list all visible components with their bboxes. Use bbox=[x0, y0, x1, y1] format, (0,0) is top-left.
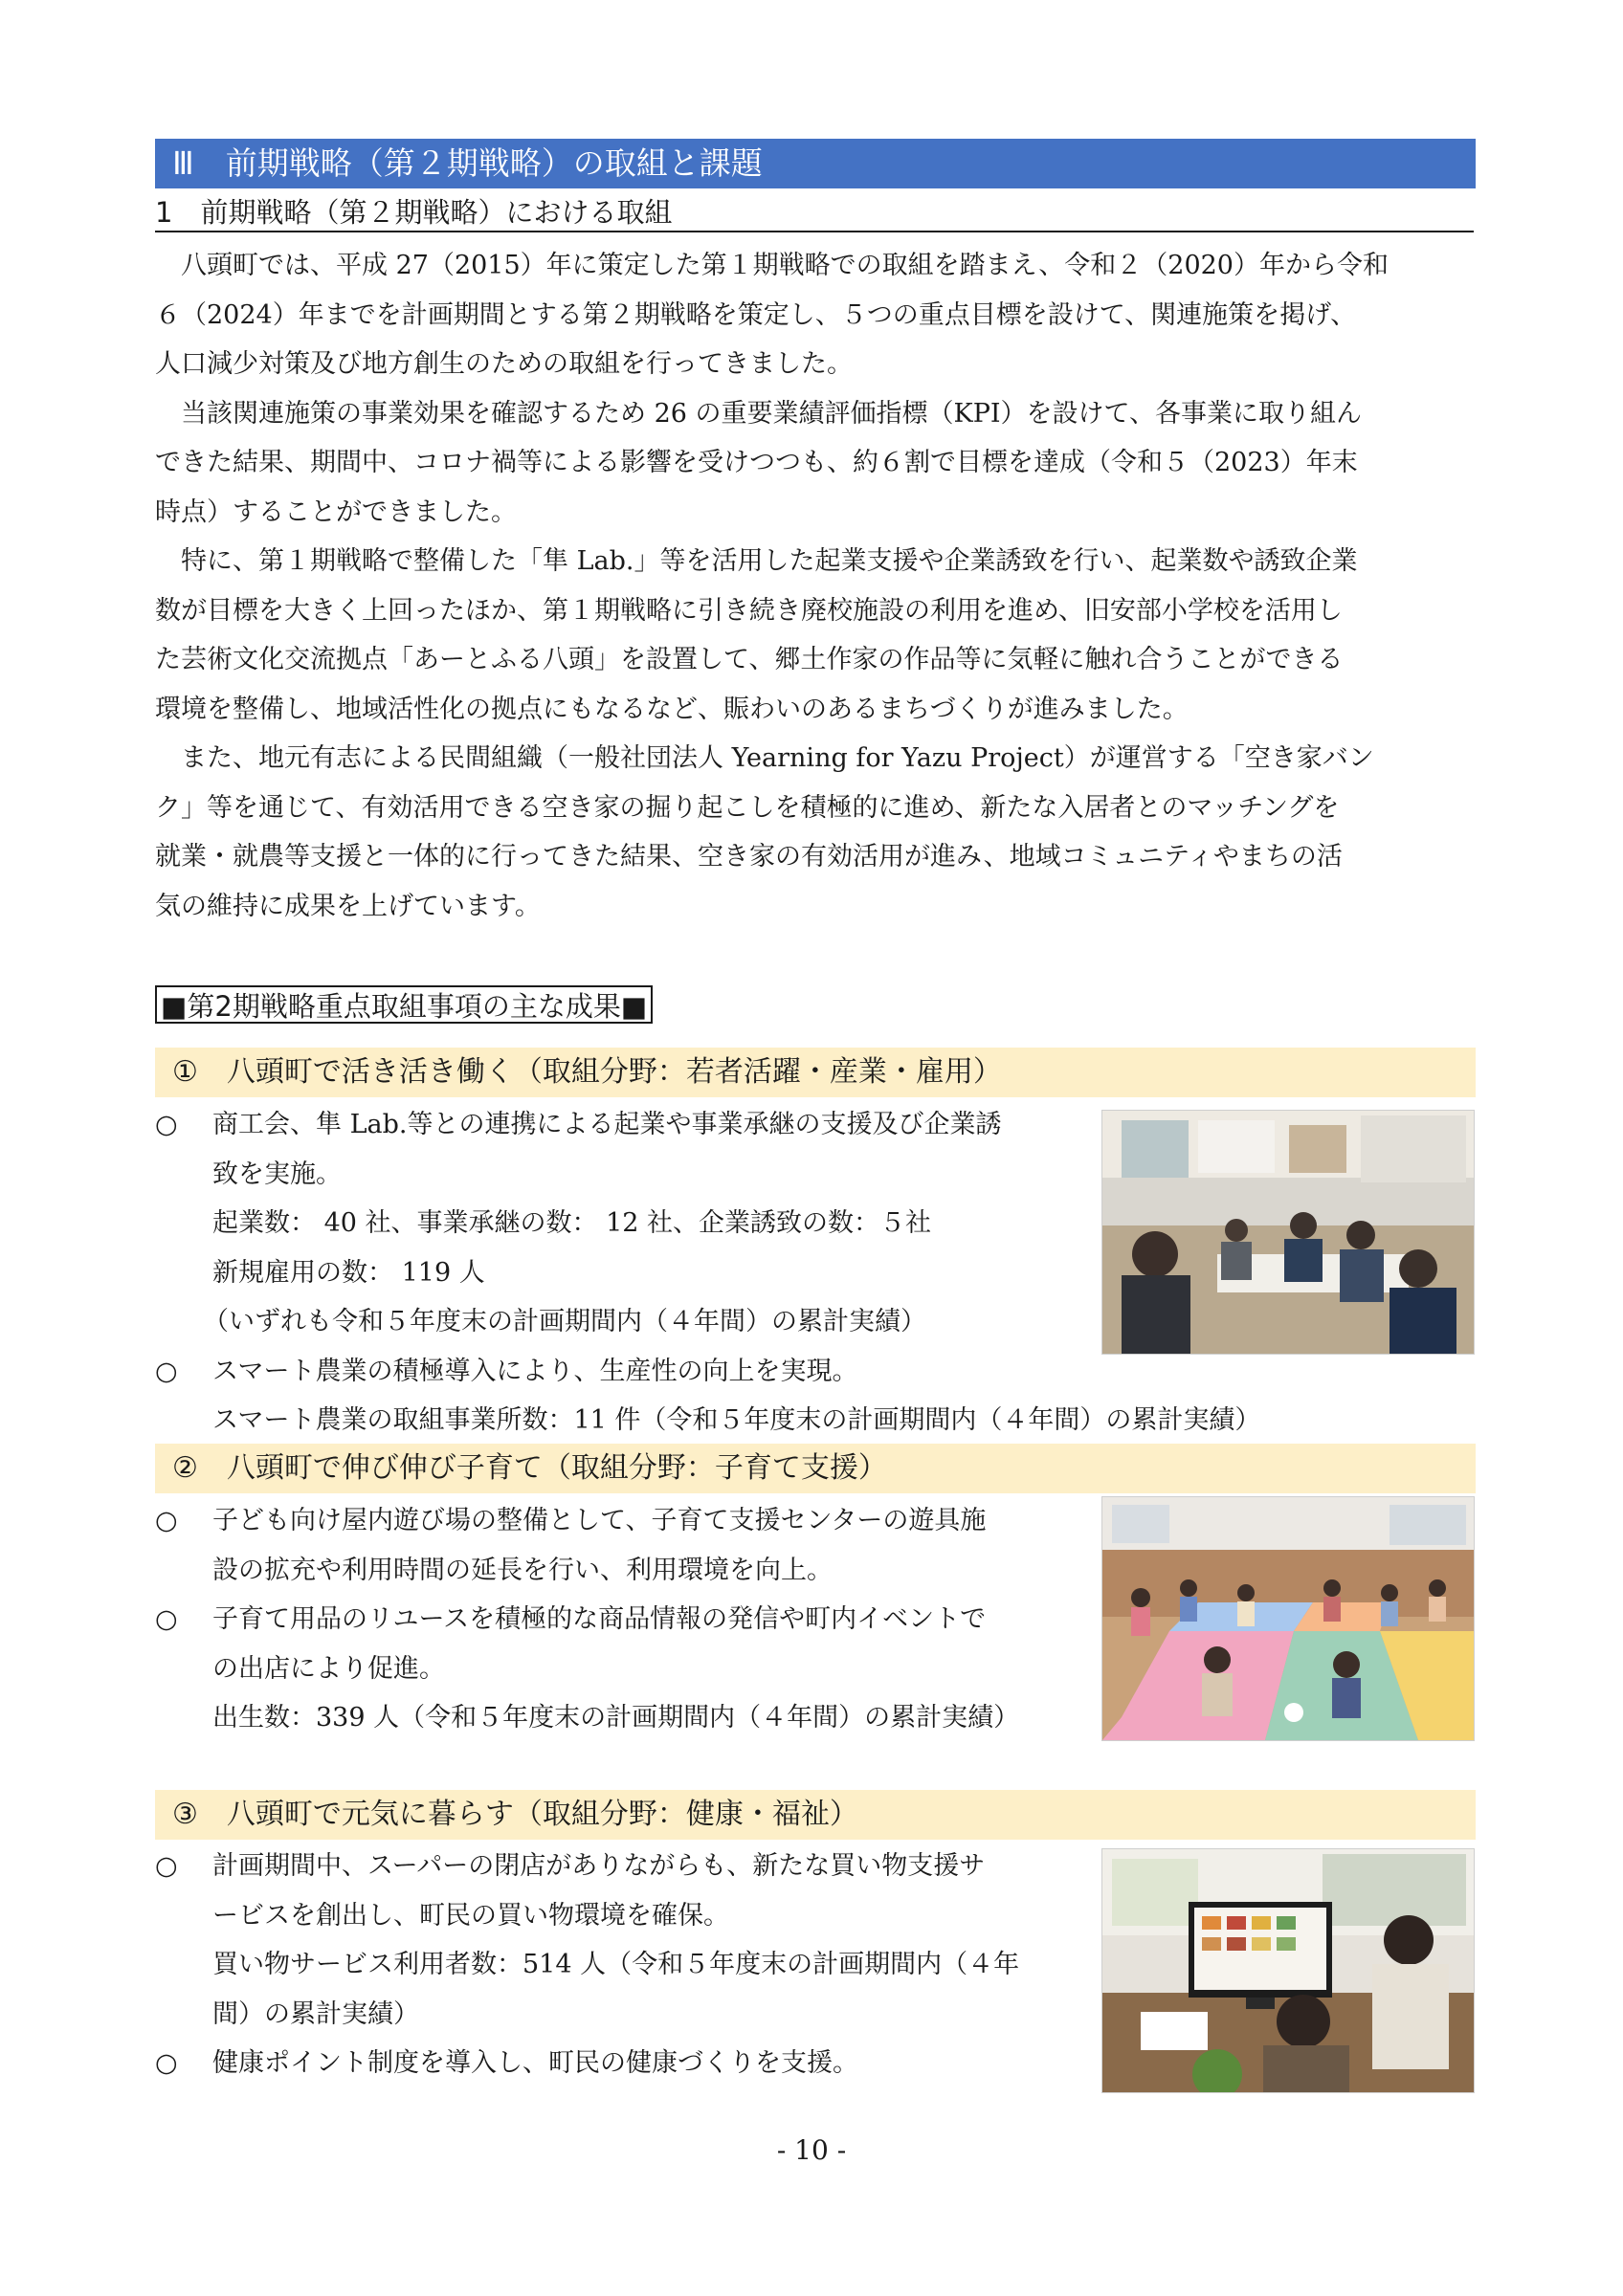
item-text: 致を実施。 bbox=[212, 1159, 342, 1189]
paragraph-4 bbox=[155, 734, 1476, 931]
list-item bbox=[155, 1546, 1093, 1596]
list-item bbox=[155, 1396, 1485, 1446]
childcare-event-photo bbox=[1101, 1496, 1475, 1741]
item-text: 起業数： 40 社、事業承継の数： 12 社、企業誘致の数：５社 bbox=[212, 1208, 932, 1238]
list-item bbox=[155, 1150, 1093, 1200]
item-text: （いずれも令和５年度末の計画期間内（４年間）の累計実績） bbox=[203, 1307, 926, 1336]
list-item bbox=[155, 1297, 1093, 1347]
item-text: ービスを創出し、町民の買い物環境を確保。 bbox=[212, 1900, 729, 1931]
page-number: - 10 - bbox=[776, 2134, 847, 2166]
workshop-photo-image bbox=[1102, 1111, 1474, 1354]
text-line: 人口減少対策及び地方創生のための取組を行ってきました。 bbox=[155, 349, 853, 379]
item-text: スマート農業の取組事業所数：11 件（令和５年度末の計画期間内（４年間）の累計実績） bbox=[212, 1405, 1261, 1435]
list-item bbox=[155, 1595, 1093, 1645]
text-line: 数が目標を大きく上回ったほか、第１期戦略に引き続き廃校施設の利用を進め、旧安部小学校を活用し bbox=[155, 595, 1343, 626]
goal-1-header: ① 八頭町で活き活き働く（取組分野：若者活躍・産業・雇用） bbox=[155, 1048, 1476, 1097]
list-item bbox=[155, 1199, 1093, 1248]
list-item bbox=[155, 1842, 1093, 1891]
list-item bbox=[155, 1496, 1093, 1546]
bullet-icon: ○ bbox=[155, 1110, 178, 1139]
item-text: 子ども向け屋内遊び場の整備として、子育て支援センターの遊具施 bbox=[212, 1506, 987, 1535]
goal-2-header: ② 八頭町で伸び伸び子育て（取組分野：子育て支援） bbox=[155, 1444, 1476, 1493]
body-text bbox=[155, 241, 1476, 931]
text-line: 時点）することができました。 bbox=[155, 497, 517, 527]
section-header: Ⅲ 前期戦略（第２期戦略）の取組と課題 bbox=[155, 139, 1476, 188]
text-line: できた結果、期間中、コロナ禍等による影響を受けつつも、約６割で目標を達成（令和５（2023）年末 bbox=[155, 448, 1358, 477]
list-item bbox=[155, 1347, 1093, 1397]
bullet-icon: ○ bbox=[155, 1356, 178, 1386]
shopping-support-image bbox=[1102, 1849, 1474, 2092]
list-item bbox=[155, 1891, 1093, 1941]
item-text: 新規雇用の数： 119 人 bbox=[212, 1257, 485, 1288]
item-text: 出生数：339 人（令和５年度末の計画期間内（４年間）の累計実績） bbox=[212, 1703, 1020, 1733]
subsection-title: 1 前期戦略（第２期戦略）における取組 bbox=[155, 194, 1474, 232]
text-line: また、地元有志による民間組織（一般社団法人 Yearning for Yazu Project）が運営する「空き家バン bbox=[181, 743, 1374, 773]
list-item bbox=[155, 1248, 1093, 1298]
bullet-icon: ○ bbox=[155, 1604, 178, 1634]
text-line: ク」等を通じて、有効活用できる空き家の掘り起こしを積極的に進め、新たな入居者とのマッチングを bbox=[155, 792, 1340, 823]
workshop-photo bbox=[1101, 1110, 1475, 1355]
text-line: 特に、第１期戦略で整備した「隼 Lab.」等を活用した起業支援や企業誘致を行い、起業数や誘致企業 bbox=[181, 546, 1358, 576]
item-text: の出店により促進。 bbox=[212, 1653, 445, 1684]
text-line: 就業・就農等支援と一体的に行ってきた結果、空き家の有効活用が進み、地域コミュニティやまちの活 bbox=[155, 842, 1343, 872]
paragraph-2 bbox=[155, 389, 1476, 538]
text-line: 当該関連施策の事業効果を確認するため 26 の重要業績評価指標（KPI）を設けて、各事業に取り組ん bbox=[181, 398, 1362, 429]
goal-2-items bbox=[155, 1496, 1093, 1755]
list-item bbox=[155, 1940, 1093, 1990]
goal-1-items bbox=[155, 1100, 1093, 1445]
goal-3-items bbox=[155, 1842, 1093, 2100]
item-text: 設の拡充や利用時間の延長を行い、利用環境を向上。 bbox=[212, 1555, 833, 1585]
list-item bbox=[155, 2039, 1093, 2088]
item-text: 商工会、隼 Lab.等との連携による起業や事業承継の支援及び企業誘 bbox=[212, 1110, 1002, 1139]
text-line: ６（2024）年までを計画期間とする第２期戦略を策定し、５つの重点目標を設けて、関連施策を掲げ、 bbox=[155, 299, 1357, 330]
text-line: 八頭町では、平成 27（2015）年に策定した第１期戦略での取組を踏まえ、令和２（2020）年から令和 bbox=[181, 251, 1389, 280]
list-item bbox=[155, 1100, 1093, 1150]
text-line: 環境を整備し、地域活性化の拠点にもなるなど、賑わいのあるまちづくりが進みました。 bbox=[155, 694, 1189, 724]
list-item bbox=[155, 1645, 1093, 1694]
list-item bbox=[155, 1990, 1093, 2040]
paragraph-1 bbox=[155, 241, 1476, 389]
item-text: スマート農業の積極導入により、生産性の向上を実現。 bbox=[212, 1356, 858, 1386]
item-text: 子育て用品のリユースを積極的な商品情報の発信や町内イベントで bbox=[212, 1604, 987, 1634]
item-text: 買い物サービス利用者数：514 人（令和５年度末の計画期間内（４年 bbox=[212, 1950, 1020, 1979]
item-text: 健康ポイント制度を導入し、町民の健康づくりを支援。 bbox=[212, 2048, 858, 2078]
item-text: 間）の累計実績） bbox=[212, 1998, 419, 2029]
shopping-support-photo bbox=[1101, 1848, 1475, 2093]
bullet-icon: ○ bbox=[155, 2048, 178, 2078]
results-title: ■第2期戦略重点取組事項の主な成果■ bbox=[155, 985, 653, 1024]
bullet-icon: ○ bbox=[155, 1506, 178, 1535]
item-text: 計画期間中、スーパーの閉店がありながらも、新たな買い物支援サ bbox=[212, 1851, 986, 1881]
paragraph-3 bbox=[155, 537, 1476, 734]
bullet-icon: ○ bbox=[155, 1851, 178, 1881]
text-line: た芸術文化交流拠点「あーとふる八頭」を設置して、郷土作家の作品等に気軽に触れ合うことができる bbox=[155, 645, 1344, 674]
list-item bbox=[155, 1693, 1093, 1743]
text-line: 気の維持に成果を上げています。 bbox=[155, 891, 541, 921]
goal-3-header: ③ 八頭町で元気に暮らす（取組分野：健康・福祉） bbox=[155, 1790, 1476, 1840]
childcare-event-image bbox=[1102, 1497, 1474, 1740]
